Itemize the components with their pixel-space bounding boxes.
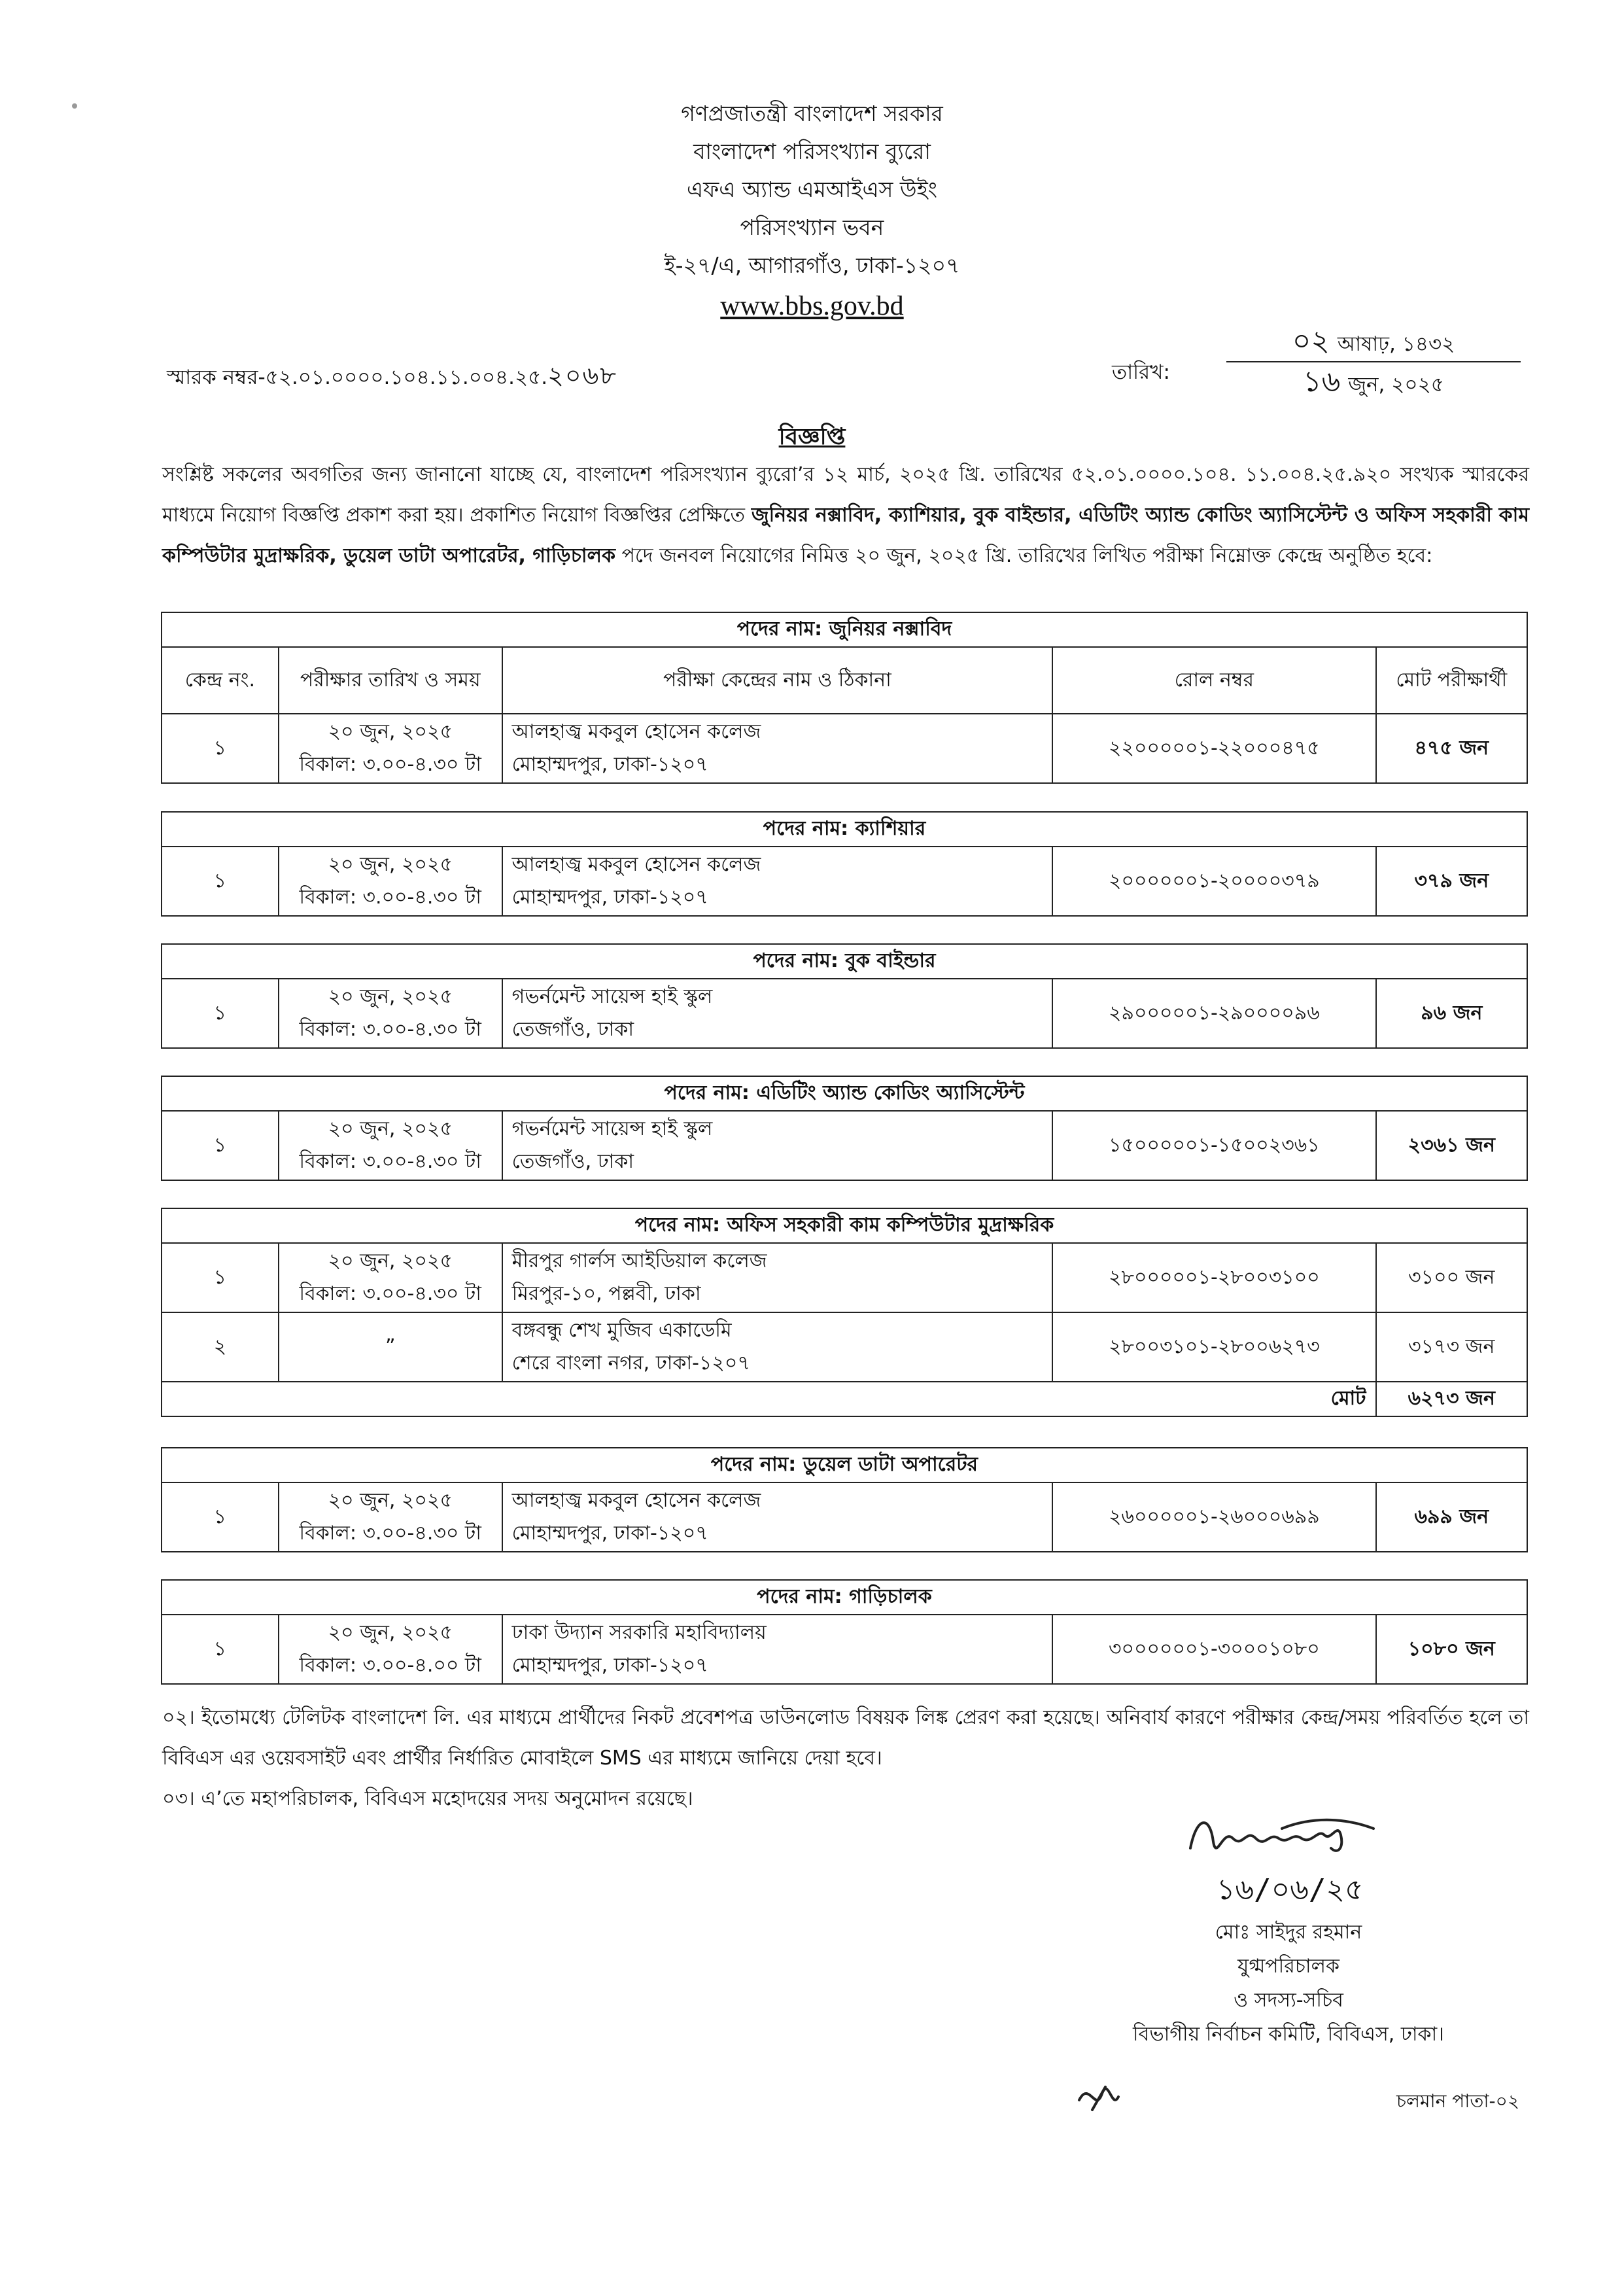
date-label: তারিখ: (1112, 360, 1170, 384)
col-date-time: পরীক্ষার তারিখ ও সময় (279, 647, 502, 714)
center-address: মিরপুর-১০, পল্লবী, ঢাকা (511, 1282, 701, 1305)
center-no: ১ (162, 979, 279, 1048)
intro-text-2: পদে জনবল নিয়োগের নিমিত্ত ২০ জুন, ২০২৫ খ্রি. তারিখের লিখিত পরীক্ষা নিম্নোক্ত কেন্দ্রে অনুষ্ঠিত হবে: (615, 544, 1433, 567)
exam-date: ২০ জুন, ২০২৫ (328, 1250, 453, 1272)
candidate-total: ৩৭৯ জন (1376, 847, 1527, 916)
roll-range: ২৬০০০০০১-২৬০০০৬৯৯ (1052, 1482, 1375, 1552)
center-info (502, 1482, 1053, 1552)
date-bangla-day: ০২ (1292, 324, 1330, 358)
memo-prefix: স্মারক নম্বর-৫২.০১.০০০০.১০৪.১১.০০৪.২৫. (167, 366, 548, 389)
center-address: মোহাম্মদপুর, ঢাকা-১২০৭ (511, 1654, 708, 1677)
exam-time: বিকাল: ৩.০০-৪.৩০ টা (299, 886, 481, 909)
center-name: বঙ্গবন্ধু শেখ মুজিব একাডেমি (511, 1319, 732, 1342)
center-no: ১ (162, 1111, 279, 1180)
table-row (162, 1615, 1527, 1684)
date-bangla-month: আষাঢ়, ১৪৩২ (1337, 332, 1455, 356)
table-row (162, 1482, 1527, 1552)
center-address: মোহাম্মদপুর, ঢাকা-১২০৭ (511, 1522, 708, 1545)
exam-table-cashier (161, 811, 1528, 917)
post-title: পদের নাম: অফিস সহকারী কাম কম্পিউটার মুদ্রাক্ষরিক (162, 1208, 1527, 1243)
exam-time: বিকাল: ৩.০০-৪.৩০ টা (299, 1150, 481, 1173)
signatory-role: ও সদস্য-সচিব (1234, 1989, 1343, 2012)
exam-table-office-assistant (161, 1208, 1528, 1417)
date-time (279, 1482, 502, 1552)
roll-range: ২৮০০০০০১-২৮০০৩১০০ (1052, 1243, 1375, 1312)
date-time (279, 1111, 502, 1180)
roll-range: ১৫০০০০০১-১৫০০২৩৬১ (1052, 1111, 1375, 1180)
table-row (162, 1243, 1527, 1312)
note-03: ০৩। এ’তে মহাপরিচালক, বিবিএস মহোদয়ের সদয় অনুমোদন রয়েছে। (162, 1787, 693, 1810)
sum-label: মোট (162, 1382, 1376, 1416)
exam-table-book-binder (161, 943, 1528, 1049)
center-address: মোহাম্মদপুর, ঢাকা-১২০৭ (511, 886, 708, 909)
intro-text-1: সংশ্লিষ্ট সকলের অবগতির জন্য জানানো যাচ্ছে যে, বাংলাদেশ পরিসংখ্যান ব্যুরো’র ১২ মার্চ, ২০২৫ খ্রি. তারিখের ৫২.০১.০০০০.১০৪. ১১.০০৪.২৫.৯২০ সংখ্যক স্মারকের মাধ্যমে নিয়োগ বিজ্ঞপ্তি প্রকাশ করা হয়। প্রকাশিত নিয়োগ বিজ্ঞপ্তির প্রেক্ষিতে (162, 463, 1529, 527)
exam-table-driver (161, 1579, 1528, 1685)
date-english-month: জুন, ২০২৫ (1348, 373, 1444, 396)
building-name: পরিসংখ্যান ভবন (740, 215, 884, 240)
center-no: ১ (162, 847, 279, 916)
date-block (1226, 322, 1521, 402)
center-info (502, 1312, 1053, 1382)
center-no: ২ (162, 1312, 279, 1382)
center-no: ১ (162, 1482, 279, 1552)
post-title: পদের নাম: বুক বাইন্ডার (162, 944, 1527, 979)
notice-title: বিজ্ঞপ্তি (778, 424, 846, 450)
table-row (162, 979, 1527, 1048)
date-time (279, 1243, 502, 1312)
date-time (279, 1615, 502, 1684)
sum-value: ৬২৭৩ জন (1376, 1382, 1527, 1416)
col-center-name: পরীক্ষা কেন্দ্রের নাম ও ঠিকানা (502, 647, 1053, 714)
footer-notes (162, 1698, 1529, 1819)
sum-row (162, 1382, 1527, 1416)
letterhead (0, 95, 1624, 328)
exam-date: ২০ জুন, ২০২৫ (328, 853, 453, 876)
candidate-total: ৪৭৫ জন (1376, 714, 1527, 783)
signature-scribble (1184, 1802, 1380, 1874)
date-time (279, 1312, 502, 1382)
table-row (162, 714, 1527, 783)
roll-range: ৩০০০০০০১-৩০০০১০৮০ (1052, 1615, 1375, 1684)
note-02: ০২। ইতোমধ্যে টেলিটক বাংলাদেশ লি. এর মাধ্যমে প্রার্থীদের নিকট প্রবেশপত্র ডাউনলোড বিষয়ক লিঙ্ক প্রেরণ করা হয়েছে। অনিবার্য কারণে পরীক্ষার কেন্দ্র/সময় পরিবর্তিত হলে তা বিবিএস এর ওয়েবসাইট এবং প্রার্থীর নির্ধারিত মোবাইলে SMS এর মাধ্যমে জানিয়ে দেয়া হবে। (162, 1706, 1529, 1770)
date-time (279, 714, 502, 783)
exam-date: ২০ জুন, ২০২৫ (328, 1489, 453, 1512)
roll-range: ২২০০০০০১-২২০০০৪৭৫ (1052, 714, 1375, 783)
notice-intro (162, 455, 1529, 576)
exam-table-data-operator (161, 1447, 1528, 1552)
post-title: পদের নাম: জুনিয়র নক্সাবিদ (162, 612, 1527, 647)
candidate-total: ১০৮০ জন (1376, 1615, 1527, 1684)
exam-date: ২০ জুন, ২০২৫ (328, 1117, 453, 1140)
signatory-designation: যুগ্মপরিচালক (1237, 1955, 1339, 1978)
candidate-total: ৬৯৯ জন (1376, 1482, 1527, 1552)
center-address: তেজগাঁও, ঢাকা (511, 1150, 634, 1173)
center-no: ১ (162, 714, 279, 783)
center-name: আলহাজ্ব মকবুল হোসেন কলেজ (511, 853, 761, 876)
exam-time: বিকাল: ৩.০০-৪.৩০ টা (299, 1018, 481, 1041)
date-time (279, 847, 502, 916)
center-address: মোহাম্মদপুর, ঢাকা-১২০৭ (511, 753, 708, 776)
center-no: ১ (162, 1615, 279, 1684)
date-time (279, 979, 502, 1048)
wing-name: এফএ অ্যান্ড এমআইএস উইং (687, 177, 937, 202)
exam-table-editing-coding-assistant (161, 1076, 1528, 1181)
exam-time: বিকাল: ৩.০০-৪.৩০ টা (299, 1522, 481, 1545)
intro-post-list: জুনিয়র নক্সাবিদ, ক্যাশিয়ার, বুক বাইন্ডার, এডিটিং অ্যান্ড কোডিং অ্যাসিস্টেন্ট ও অফিস সহকারী কাম কম্পিউটার মুদ্রাক্ষরিক, ডুয়েল ডাটা অপারেটর, গাড়িচালক (162, 504, 1529, 567)
signature-date: ১৬/০৬/২৫ (1217, 1873, 1364, 1906)
center-address: শেরে বাংলা নগর, ঢাকা-১২০৭ (511, 1352, 750, 1375)
bureau-name: বাংলাদেশ পরিসংখ্যান ব্যুরো (693, 139, 931, 164)
center-address: তেজগাঁও, ঢাকা (511, 1018, 634, 1041)
center-name: আলহাজ্ব মকবুল হোসেন কলেজ (511, 720, 761, 743)
center-info (502, 1615, 1053, 1684)
roll-range: ২০০০০০০১-২০০০০৩৭৯ (1052, 847, 1375, 916)
center-info (502, 847, 1053, 916)
exam-date: ২০ জুন, ২০২৫ (328, 720, 453, 743)
exam-date: ২০ জুন, ২০২৫ (328, 1621, 453, 1644)
candidate-total: ৯৬ জন (1376, 979, 1527, 1048)
exam-date-ditto: ” (385, 1335, 396, 1358)
address: ই-২৭/এ, আগারগাঁও, ঢাকা-১২০৭ (664, 253, 960, 278)
center-name: ঢাকা উদ্যান সরকারি মহাবিদ্যালয় (511, 1621, 767, 1644)
table-row (162, 1111, 1527, 1180)
exam-time: বিকাল: ৩.০০-৪.৩০ টা (299, 1282, 481, 1305)
website-link[interactable]: www.bbs.gov.bd (720, 291, 904, 321)
center-info (502, 979, 1053, 1048)
post-title: পদের নাম: ডুয়েল ডাটা অপারেটর (162, 1448, 1527, 1482)
center-info (502, 1243, 1053, 1312)
center-info (502, 714, 1053, 783)
continued-page-note: চলমান পাতা-০২ (1396, 2090, 1520, 2112)
exam-time: বিকাল: ৩.০০-৪.৩০ টা (299, 753, 481, 776)
govt-name: গণপ্রজাতন্ত্রী বাংলাদেশ সরকার (681, 101, 943, 126)
exam-table-junior-draftsman (161, 612, 1528, 784)
roll-range: ২৮০০৩১০১-২৮০০৬২৭৩ (1052, 1312, 1375, 1382)
signatory-committee: বিভাগীয় নির্বাচন কমিটি, বিবিএস, ঢাকা। (1133, 2023, 1444, 2046)
date-english-day: ১৬ (1303, 365, 1341, 398)
signature-block (1060, 1802, 1517, 2052)
center-name: গভর্নমেন্ট সায়েন্স হাই স্কুল (511, 1117, 713, 1140)
initial-mark (1073, 2074, 1125, 2120)
roll-range: ২৯০০০০০১-২৯০০০০৯৬ (1052, 979, 1375, 1048)
post-title: পদের নাম: ক্যাশিয়ার (162, 812, 1527, 847)
post-title: পদের নাম: এডিটিং অ্যান্ড কোডিং অ্যাসিস্টেন্ট (162, 1076, 1527, 1111)
col-center-no: কেন্দ্র নং. (162, 647, 279, 714)
col-total: মোট পরীক্ষার্থী (1376, 647, 1527, 714)
center-no: ১ (162, 1243, 279, 1312)
memo-number (167, 357, 617, 398)
table-row (162, 1312, 1527, 1382)
candidate-total: ৩১০০ জন (1376, 1243, 1527, 1312)
exam-date: ২০ জুন, ২০২৫ (328, 985, 453, 1008)
candidate-total: ২৩৬১ জন (1376, 1111, 1527, 1180)
candidate-total: ৩১৭৩ জন (1376, 1312, 1527, 1382)
center-info (502, 1111, 1053, 1180)
post-title: পদের নাম: গাড়িচালক (162, 1580, 1527, 1615)
center-name: গভর্নমেন্ট সায়েন্স হাই স্কুল (511, 985, 713, 1008)
col-roll: রোল নম্বর (1052, 647, 1375, 714)
table-row (162, 847, 1527, 916)
center-name: আলহাজ্ব মকবুল হোসেন কলেজ (511, 1489, 761, 1512)
memo-handwritten-number: ২০৬৮ (547, 361, 617, 390)
center-name: মীরপুর গার্লস আইডিয়াল কলেজ (511, 1250, 767, 1272)
signatory-name: মোঃ সাইদুর রহমান (1215, 1921, 1362, 1944)
exam-time: বিকাল: ৩.০০-৪.০০ টা (299, 1654, 481, 1677)
